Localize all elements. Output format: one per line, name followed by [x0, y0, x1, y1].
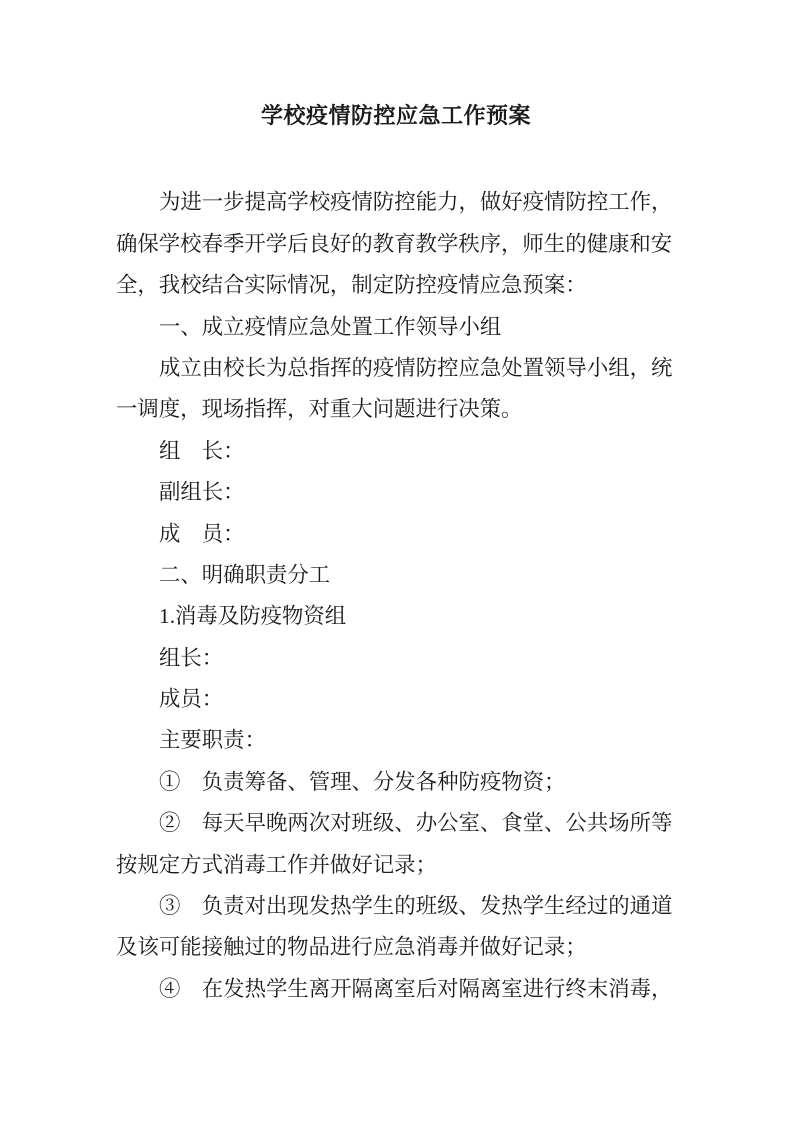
document-body [116, 95, 676, 1010]
section-heading-2: 二、明确职责分工 [159, 562, 331, 587]
numbered-item-1: ① 负责筹备、管理、分发各种防疫物资； [159, 769, 566, 794]
members-label: 成 员： [159, 521, 245, 546]
deputy-leader-label: 副组长： [159, 480, 245, 505]
members-label: 成员： [159, 687, 224, 712]
text-line: 为进一步提高学校疫情防控能力，做好疫情防控工作， [159, 190, 673, 215]
group-leader-label: 组长： [159, 645, 224, 670]
text-line: 及该可能接触过的物品进行应急消毒并做好记录； [116, 935, 587, 960]
text-line: 一调度，现场指挥，对重大问题进行决策。 [116, 397, 523, 422]
numbered-item-4: ④ 在发热学生离开隔离室后对隔离室进行终末消毒， [159, 976, 673, 1001]
numbered-item-3: ③ 负责对出现发热学生的班级、发热学生经过的通道 [159, 894, 673, 919]
text-line: 成立由校长为总指挥的疫情防控应急处置领导小组，统 [159, 355, 673, 380]
text-line: 按规定方式消毒工作并做好记录； [116, 852, 437, 877]
group-leader-label: 组 长： [159, 438, 245, 463]
text-line: 确保学校春季开学后良好的教育教学秩序，师生的健康和安 [116, 231, 673, 256]
text-line: 全，我校结合实际情况，制定防控疫情应急预案： [116, 273, 587, 298]
section-heading-1: 一、成立疫情应急处置工作领导小组 [159, 314, 502, 339]
subsection-heading: 1.消毒及防疫物资组 [159, 604, 347, 629]
duties-label: 主要职责： [159, 728, 266, 753]
numbered-item-2: ② 每天早晚两次对班级、办公室、食堂、公共场所等 [159, 811, 673, 836]
document-title: 学校疫情防控应急工作预案 [260, 103, 531, 128]
